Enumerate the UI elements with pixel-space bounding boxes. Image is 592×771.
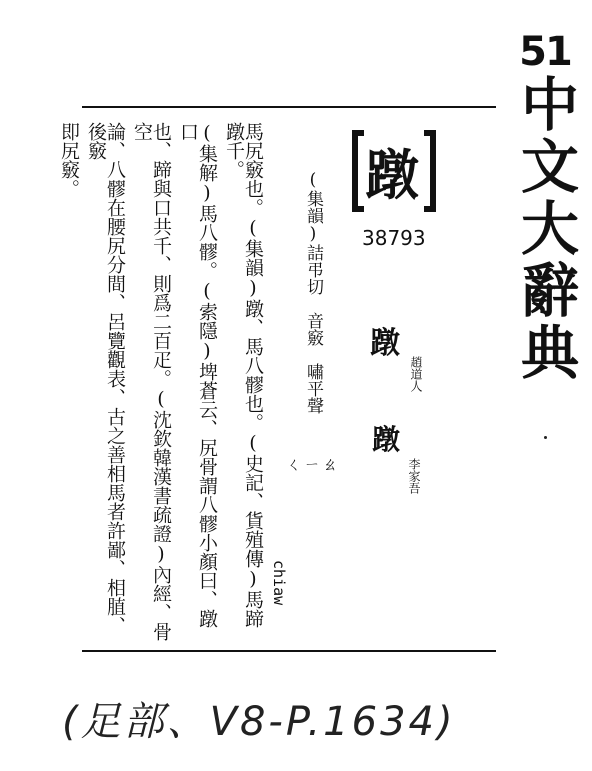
calligraphy-author-2: 李家吾 [407, 458, 421, 494]
definition-column: 馬尻竅也。(集韻)蹾、馬八髎也。(史記、貨殖傳)馬蹄蹾千。 [223, 122, 264, 628]
definition-column: (集解)馬八髎。(索隱)埤蒼云、尻骨謂八髎小顏曰、蹾口 [177, 122, 218, 628]
entry-number: 38793 [362, 226, 426, 250]
definition-text [51, 122, 262, 642]
right-bracket-icon [424, 130, 436, 212]
definition-column: 論、八髎在腰尻分間、呂覽觀表、古之善相馬者許鄙、相䐈、後竅 [85, 122, 126, 635]
dictionary-title [510, 30, 580, 388]
calligraphy-sample-1: 蹾 [370, 326, 400, 361]
scan-speck [544, 436, 547, 439]
head-character: 蹾 [365, 142, 419, 207]
top-rule [82, 106, 496, 108]
dictionary-name: 中文大辭典 [511, 74, 579, 384]
volume-number: 51 [519, 29, 571, 75]
left-bracket-icon [352, 130, 364, 212]
handwritten-reference-note: (足部、V8-P.1634) [62, 699, 456, 745]
zhuyin-reading: ㄑㄧㄠ [286, 455, 341, 474]
definition-column: 也、蹄與口共千、則爲二百疋。(沈欽韓漢書疏證)內經、骨空 [131, 122, 172, 641]
definition-column: 即尻竅。 [58, 122, 80, 198]
bottom-rule [82, 650, 496, 652]
phonetic-line: (集韻)詰弔切 音竅 嘯平聲 [303, 170, 323, 414]
calligraphy-author-1: 趙道人 [409, 356, 423, 392]
calligraphy-sample-2: 蹾 [372, 423, 401, 456]
romanized-reading: chiaw [270, 560, 288, 606]
